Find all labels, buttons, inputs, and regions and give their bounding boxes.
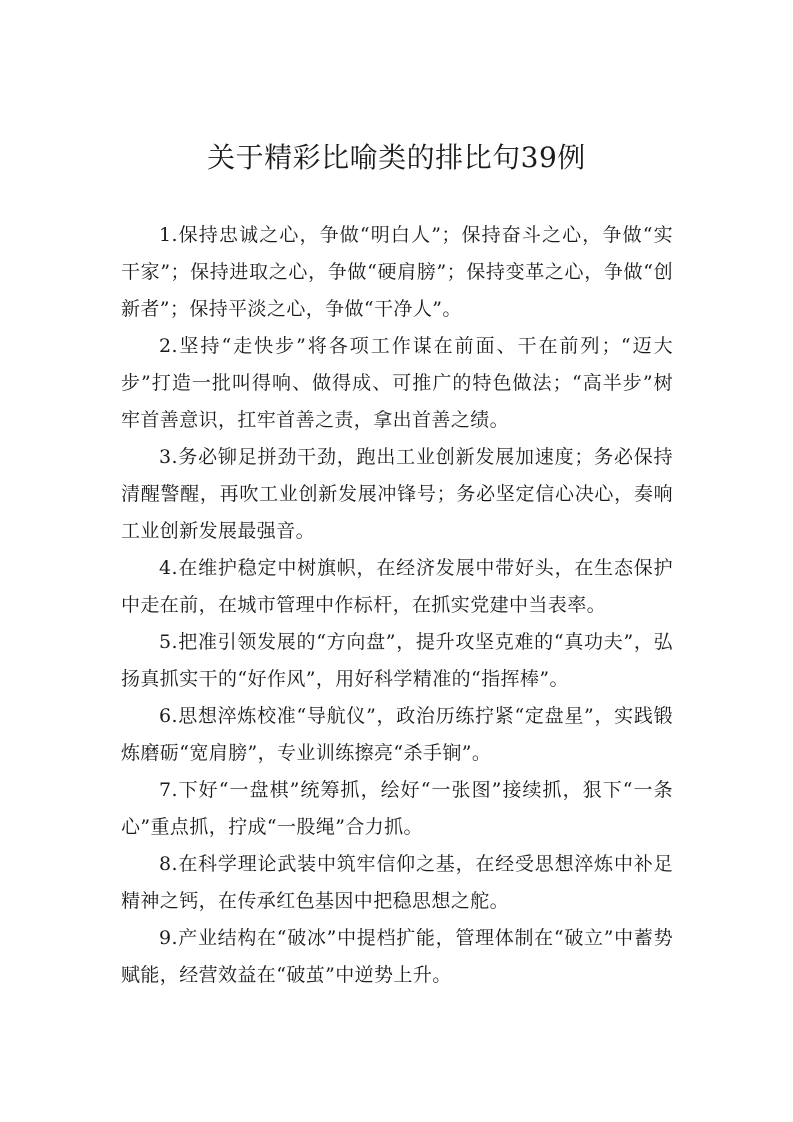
paragraph-9: 9.产业结构在“破冰”中提档扩能，管理体制在“破立”中蓄势赋能，经营效益在“破茧”中逆势上升。 [121, 927, 673, 986]
document-body [121, 217, 673, 994]
paragraph-7: 7.下好“一盘棋”统筹抓，绘好“一张图”接续抓，狠下“一条心”重点抓，拧成“一股绳”合力抓。 [121, 779, 673, 838]
paragraph-3: 3.务必铆足拼劲干劲，跑出工业创新发展加速度；务必保持清醒警醒，再吹工业创新发展冲锋号；务必坚定信心决心，奏响工业创新发展最强音。 [121, 446, 673, 542]
paragraph-4: 4.在维护稳定中树旗帜，在经济发展中带好头，在生态保护中走在前，在城市管理中作标杆，在抓实党建中当表率。 [121, 557, 673, 616]
paragraph-2: 2.坚持“走快步”将各项工作谋在前面、干在前列；“迈大步”打造一批叫得响、做得成、可推广的特色做法；“高半步”树牢首善意识，扛牢首善之责，拿出首善之绩。 [121, 335, 673, 431]
paragraph-1: 1.保持忠诚之心，争做“明白人”；保持奋斗之心，争做“实干家”；保持进取之心，争做“硬肩膀”；保持变革之心，争做“创新者”；保持平淡之心，争做“干净人”。 [121, 224, 673, 320]
paragraph-6: 6.思想淬炼校准“导航仪”，政治历练拧紧“定盘星”，实践锻炼磨砺“宽肩膀”，专业训练擦亮“杀手锏”。 [121, 705, 673, 764]
paragraph-5: 5.把准引领发展的“方向盘”，提升攻坚克难的“真功夫”，弘扬真抓实干的“好作风”，用好科学精准的“指挥棒”。 [121, 631, 673, 690]
paragraph-8: 8.在科学理论武装中筑牢信仰之基，在经受思想淬炼中补足精神之钙，在传承红色基因中把稳思想之舵。 [121, 853, 673, 912]
document-title: 关于精彩比喻类的排比句39例 [207, 141, 586, 174]
